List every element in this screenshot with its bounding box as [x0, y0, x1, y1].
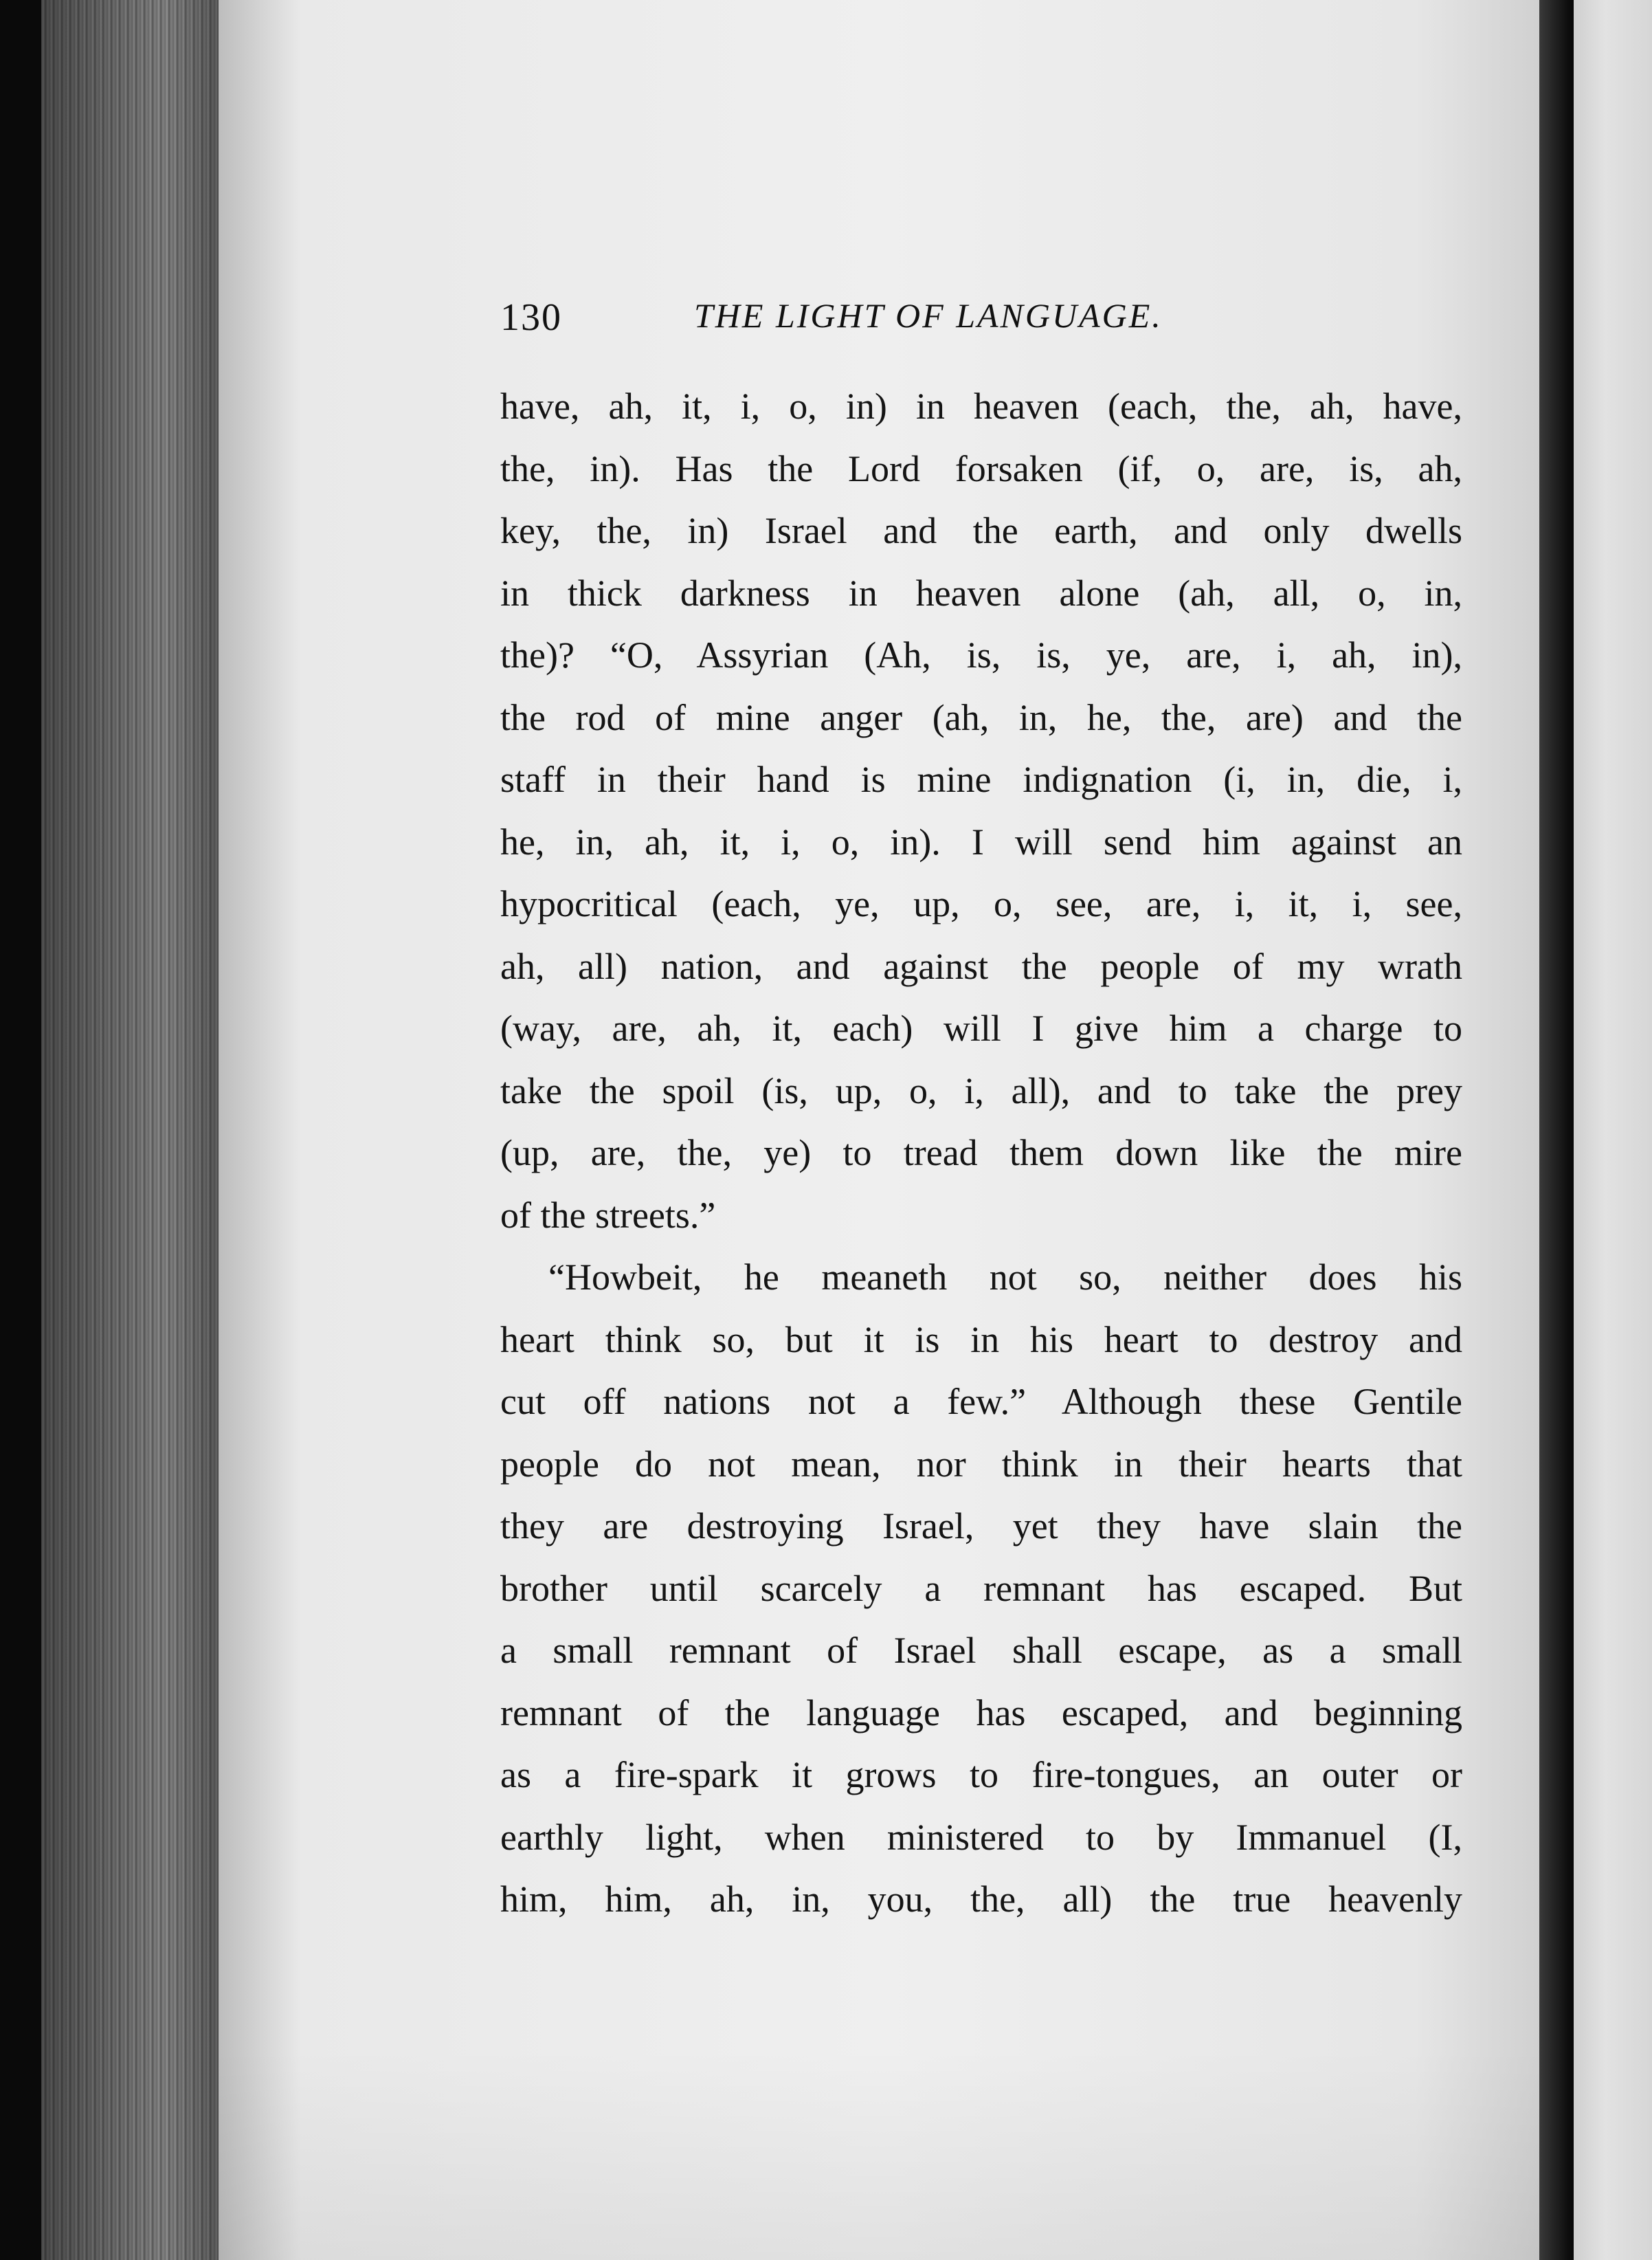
text-line: hypocritical (each, ye, up, o, see, are, i, it, i, see, — [500, 883, 1462, 924]
page-number: 130 — [500, 296, 562, 339]
paragraph-end-line: of the streets.” — [500, 1194, 716, 1236]
facing-page-edge — [1574, 0, 1652, 2260]
text-line: cut off nations not a few.” Although these Gentile — [500, 1381, 1462, 1422]
text-line: people do not mean, nor think in their hearts that — [500, 1443, 1462, 1485]
text-line: brother until scarcely a remnant has escaped. But — [500, 1567, 1462, 1609]
text-line: ah, all) nation, and against the people of my wrath — [500, 945, 1462, 987]
text-line: he, in, ah, it, i, o, in). I will send him against an — [500, 821, 1462, 863]
text-line: staff in their hand is mine indignation (i, in, die, i, — [500, 759, 1462, 800]
text-line: (up, are, the, ye) to tread them down like the mire — [500, 1132, 1462, 1173]
text-line: remnant of the language has escaped, and beginning — [500, 1692, 1462, 1733]
text-line: a small remnant of Israel shall escape, as a small — [500, 1630, 1462, 1671]
text-line: they are destroying Israel, yet they have slain the — [500, 1505, 1462, 1547]
text-line: the rod of mine anger (ah, in, he, the, are) and the — [500, 696, 1462, 738]
running-title: THE LIGHT OF LANGUAGE. — [694, 296, 1163, 335]
book-gutter — [1539, 0, 1574, 2260]
text-line: (way, are, ah, it, each) will I give him a charge to — [500, 1008, 1462, 1049]
running-head — [500, 296, 1462, 351]
page-edges-shadow — [41, 0, 220, 2260]
text-line: have, ah, it, i, o, in) in heaven (each, the, ah, have, — [500, 386, 1462, 427]
text-line: earthly light, when ministered to by Immanuel (I, — [500, 1816, 1462, 1858]
body-text — [500, 375, 1462, 1931]
text-line: key, the, in) Israel and the earth, and only dwells — [500, 510, 1462, 551]
paragraph-start-line: “Howbeit, he meaneth not so, neither does his — [548, 1256, 1462, 1298]
text-line: him, him, ah, in, you, the, all) the true heavenly — [500, 1879, 1462, 1920]
text-line: in thick darkness in heaven alone (ah, all, o, in, — [500, 572, 1462, 614]
text-line: the, in). Has the Lord forsaken (if, o, are, is, ah, — [500, 447, 1462, 489]
text-line: heart think so, but it is in his heart to destroy and — [500, 1318, 1462, 1360]
text-line: as a fire-spark it grows to fire-tongues, an outer or — [500, 1754, 1462, 1795]
page-bottom-shade — [219, 2048, 1548, 2260]
text-line: take the spoil (is, up, o, i, all), and to take the prey — [500, 1070, 1462, 1111]
text-line: the)? “O, Assyrian (Ah, is, is, ye, are, i, ah, in), — [500, 634, 1462, 676]
